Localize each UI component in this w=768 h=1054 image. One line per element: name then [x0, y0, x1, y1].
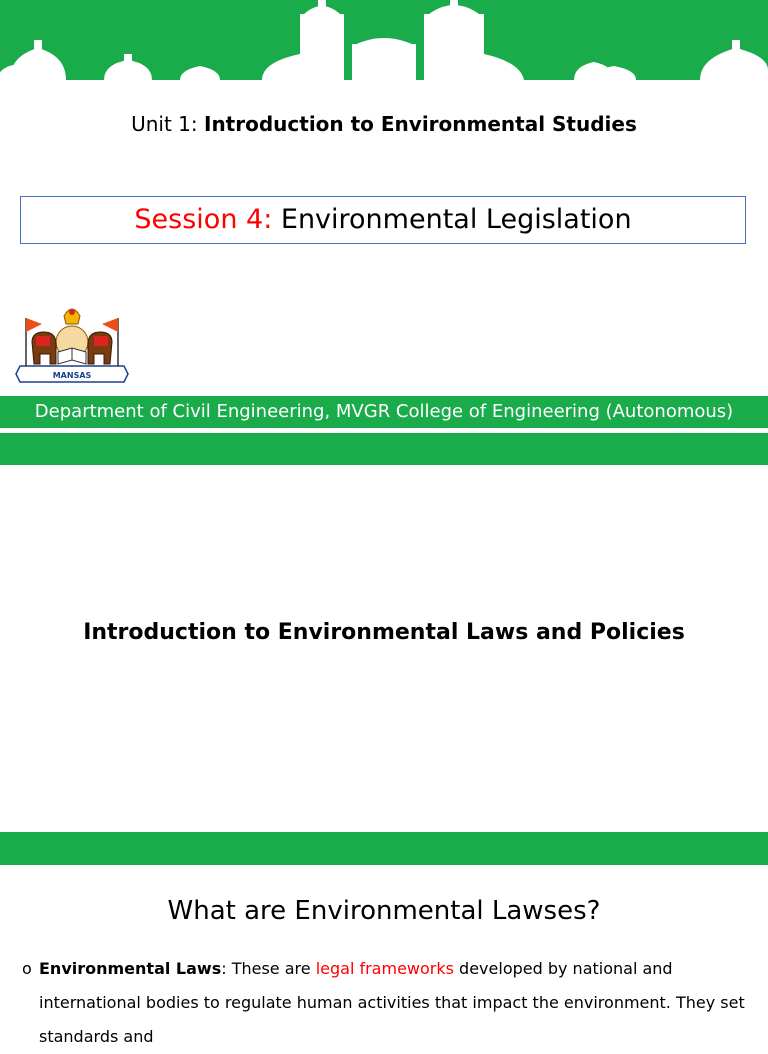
- slide-divider-band-2: [0, 832, 768, 865]
- unit-prefix: Unit 1:: [131, 112, 204, 136]
- term-environmental-laws: Environmental Laws: [39, 959, 222, 978]
- highlight-legal-frameworks: legal frameworks: [315, 959, 454, 978]
- department-bar: Department of Civil Engineering, MVGR College of Engineering (Autonomous): [0, 396, 768, 428]
- bullet-marker: o: [22, 959, 32, 978]
- slide3-title: What are Environmental Lawses?: [167, 896, 601, 926]
- session-label: Session 4:: [134, 204, 273, 235]
- session-title-box: [20, 196, 746, 244]
- unit-heading: [0, 112, 768, 136]
- text-part-a: : These are: [221, 959, 316, 978]
- session-title: Environmental Legislation: [272, 204, 632, 235]
- slide-divider-band: [0, 433, 768, 465]
- palace-silhouette-banner: [0, 0, 768, 80]
- slide2-title: Introduction to Environmental Laws and Policies: [83, 620, 685, 645]
- text-part-b: developed by national and international bodies to regulate human activities that impact the environment. They set standards and: [39, 959, 745, 1046]
- logo-text: MANSAS: [52, 371, 92, 380]
- unit-title: Introduction to Environmental Studies: [204, 112, 637, 136]
- bullet-text: [22, 952, 746, 1054]
- bullet-paragraph: [22, 952, 746, 1054]
- mansas-emblem-logo: [10, 302, 134, 386]
